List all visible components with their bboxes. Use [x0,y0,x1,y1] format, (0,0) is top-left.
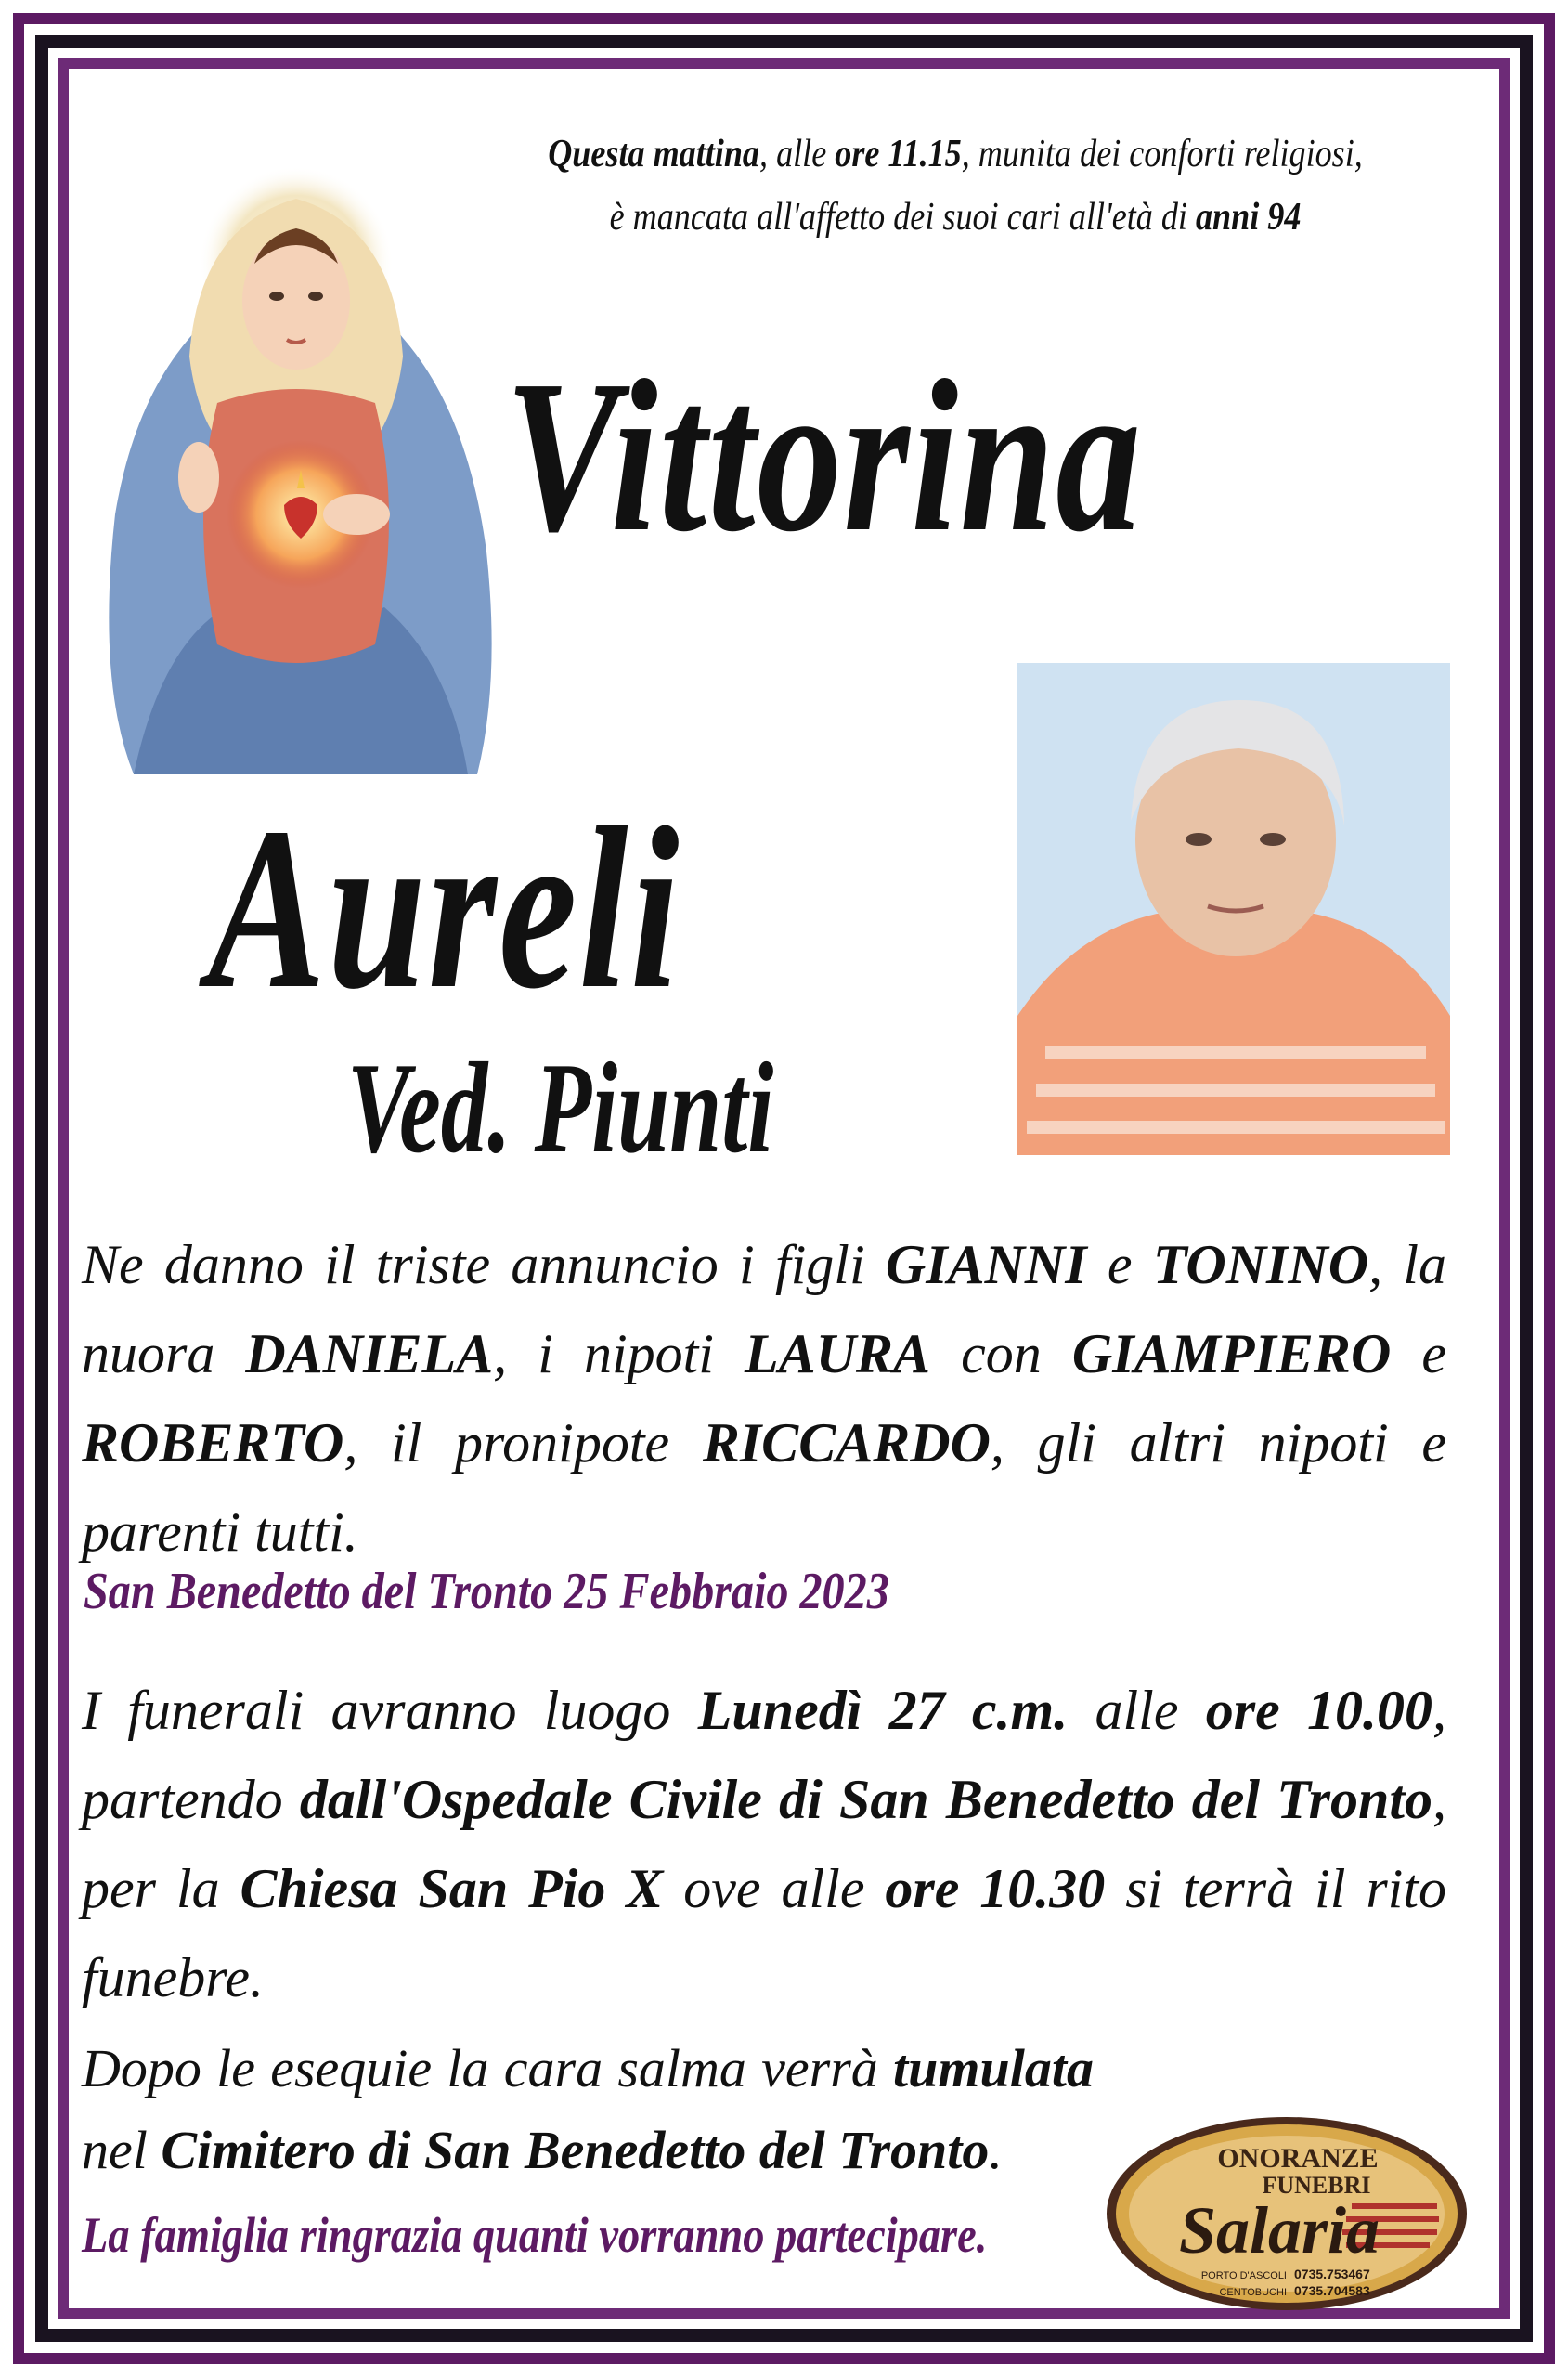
funeral-part: alle [1068,1680,1206,1741]
first-name: Vittorina [505,335,1143,577]
burial-part: . [989,2120,1003,2180]
church-name: Chiesa San Pio X [240,1858,664,1919]
logo-brand: Salaria [1178,2193,1380,2267]
daughter-in-law-name: DANIELA [245,1323,494,1384]
funeral-day: Lunedì 27 c.m. [697,1680,1069,1741]
burial-part: nel [82,2120,162,2180]
sacred-heart-of-mary-icon [78,124,505,812]
departure-place: dall'Ospedale Civile di San Benedetto del Tronto [299,1769,1432,1830]
announcement-part: , il pronipote [343,1412,703,1474]
funeral-home-logo [1103,2113,1471,2314]
intro-text-part: , munita dei conforti religiosi, [961,133,1363,175]
funeral-part: I funerali avranno luogo [82,1680,698,1741]
grandchild-name: ROBERTO [82,1412,344,1474]
logo-line2: FUNEBRI [1262,2172,1371,2199]
intro-text-part: è mancata all'affetto dei suoi cari all'età di [609,196,1196,239]
logo-phone2: 0735.704583 [1294,2283,1370,2298]
logo-line1: ONORANZE [1217,2143,1379,2174]
intro-age: anni 94 [1195,196,1302,239]
announcement-part: con [930,1323,1072,1384]
announcement-part: , gli altri nipoti e parenti tutti. [82,1412,1447,1563]
great-grandchild-name: RICCARDO [702,1412,991,1474]
logo-phone2-label: CENTOBUCHI [1219,2287,1287,2298]
burial-details [82,2028,1094,2191]
place-and-date: San Benedetto del Tronto 25 Febbraio 2023 [84,1563,889,1620]
announcement-part: , la nuora [82,1234,1447,1384]
last-name: Aureli [208,780,681,1037]
burial-type: tumulata [893,2038,1094,2098]
funeral-details [82,1666,1446,2022]
announcement-text [82,1220,1446,1577]
departure-time: ore 10.00 [1205,1680,1432,1741]
obituary-notice [69,69,1499,2308]
service-time: ore 10.30 [885,1858,1106,1919]
announcement-part: e [1391,1323,1446,1384]
intro-morning: Questa mattina [548,133,760,175]
son-name: TONINO [1152,1234,1369,1295]
announcement-part: e [1086,1234,1153,1295]
logo-phone1-label: PORTO D'ASCOLI [1200,2270,1287,2281]
intro-text [537,123,1375,249]
deceased-photo [1017,663,1450,1155]
grandchild-name: GIAMPIERO [1071,1323,1392,1384]
intro-text-part: , alle [759,133,836,175]
funeral-part: ove alle [663,1858,886,1919]
family-thanks: La famiglia ringrazia quanti vorranno partecipare. [82,2207,988,2263]
burial-part: Dopo le esequie la cara salma verrà [82,2038,894,2098]
logo-phone1: 0735.753467 [1294,2267,1370,2281]
funeral-part: , per la [82,1769,1446,1919]
son-name: GIANNI [885,1234,1087,1295]
funeral-part: , partendo [82,1680,1446,1830]
cemetery-name: Cimitero di San Benedetto del Tronto [161,2120,990,2180]
grandchild-name: LAURA [745,1323,931,1384]
announcement-part: Ne danno il triste annuncio i figli [82,1234,886,1295]
announcement-part: , i nipoti [493,1323,745,1384]
funeral-part: si terrà il rito funebre. [82,1858,1447,2008]
widow-of: Ved. Piunti [347,1036,774,1180]
intro-time: ore 11.15 [835,133,962,175]
